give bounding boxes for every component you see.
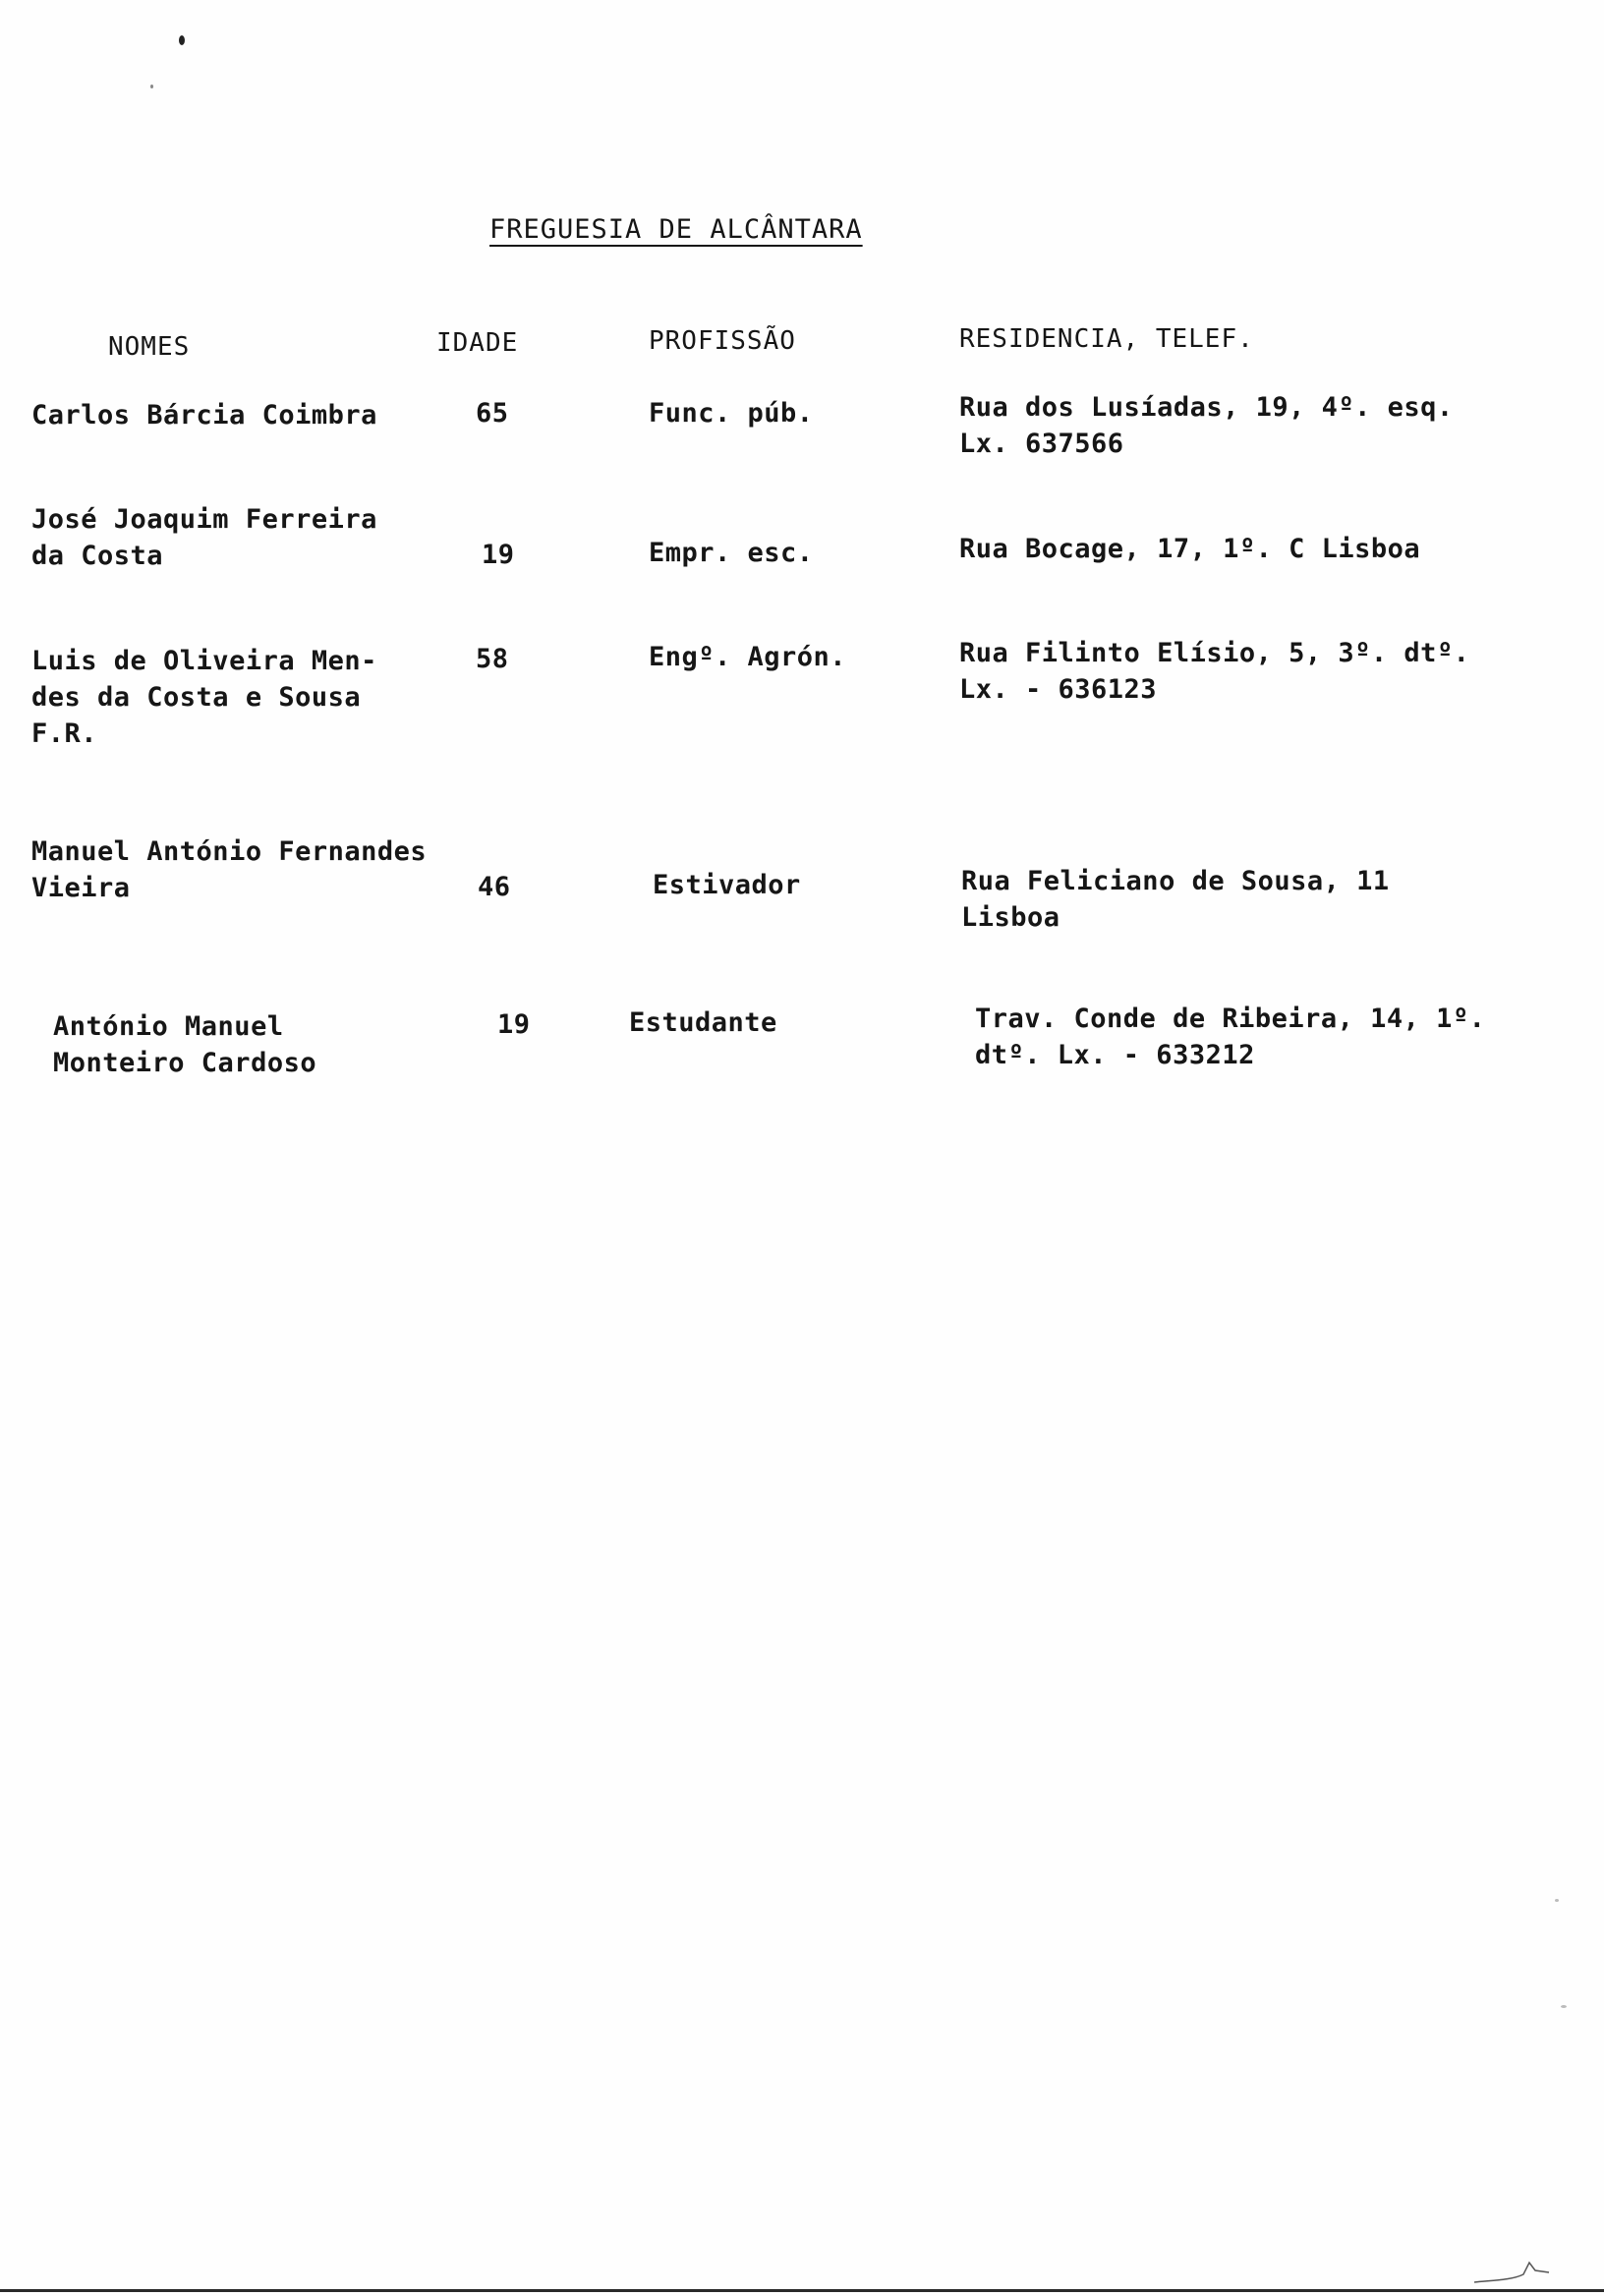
row-3-residencia: Rua Filinto Elísio, 5, 3º. dtº. Lx. - 636123 <box>959 638 1470 705</box>
row-5-profissao: Estudante <box>629 1007 777 1038</box>
row-2-residencia: Rua Bocage, 17, 1º. C Lisboa <box>959 534 1421 564</box>
pen-scribble <box>1472 2251 1551 2290</box>
ink-speck <box>150 85 153 88</box>
row-4-profissao: Estivador <box>653 870 801 900</box>
row-1-residencia: Rua dos Lusíadas, 19, 4º. esq. Lx. 637566 <box>959 392 1454 459</box>
row-2-idade: 19 <box>482 540 515 570</box>
row-4-nome: Manuel António Fernandes Vieira <box>31 836 428 903</box>
row-3-idade: 58 <box>476 644 509 674</box>
row-2-profissao: Empr. esc. <box>649 538 814 568</box>
header-nomes: NOMES <box>108 332 191 362</box>
row-3-profissao: Engº. Agrón. <box>649 642 847 672</box>
document-title: FREGUESIA DE ALCÂNTARA <box>489 214 863 245</box>
row-5-nome: António Manuel Monteiro Cardoso <box>53 1011 317 1078</box>
row-5-idade: 19 <box>497 1009 531 1040</box>
row-4-idade: 46 <box>478 872 511 902</box>
ink-speck <box>179 35 185 45</box>
bottom-edge-line <box>0 2289 1604 2292</box>
row-3-nome: Luis de Oliveira Men- des da Costa e Sousa F.R. <box>31 646 377 749</box>
row-2-nome: José Joaquim Ferreira da Costa <box>31 504 377 571</box>
row-4-residencia: Rua Feliciano de Sousa, 11 Lisboa <box>961 866 1390 933</box>
paper-speck <box>1555 1899 1559 1902</box>
row-5-residencia: Trav. Conde de Ribeira, 14, 1º. dtº. Lx. - 633212 <box>975 1004 1486 1070</box>
header-idade: IDADE <box>436 328 519 358</box>
paper-speck <box>1561 2005 1567 2008</box>
header-profissao: PROFISSÃO <box>649 326 796 356</box>
row-1-idade: 65 <box>476 398 509 429</box>
header-residencia: RESIDENCIA, TELEF. <box>959 324 1254 354</box>
row-1-profissao: Func. púb. <box>649 398 814 429</box>
row-1-nome: Carlos Bárcia Coimbra <box>31 400 377 430</box>
